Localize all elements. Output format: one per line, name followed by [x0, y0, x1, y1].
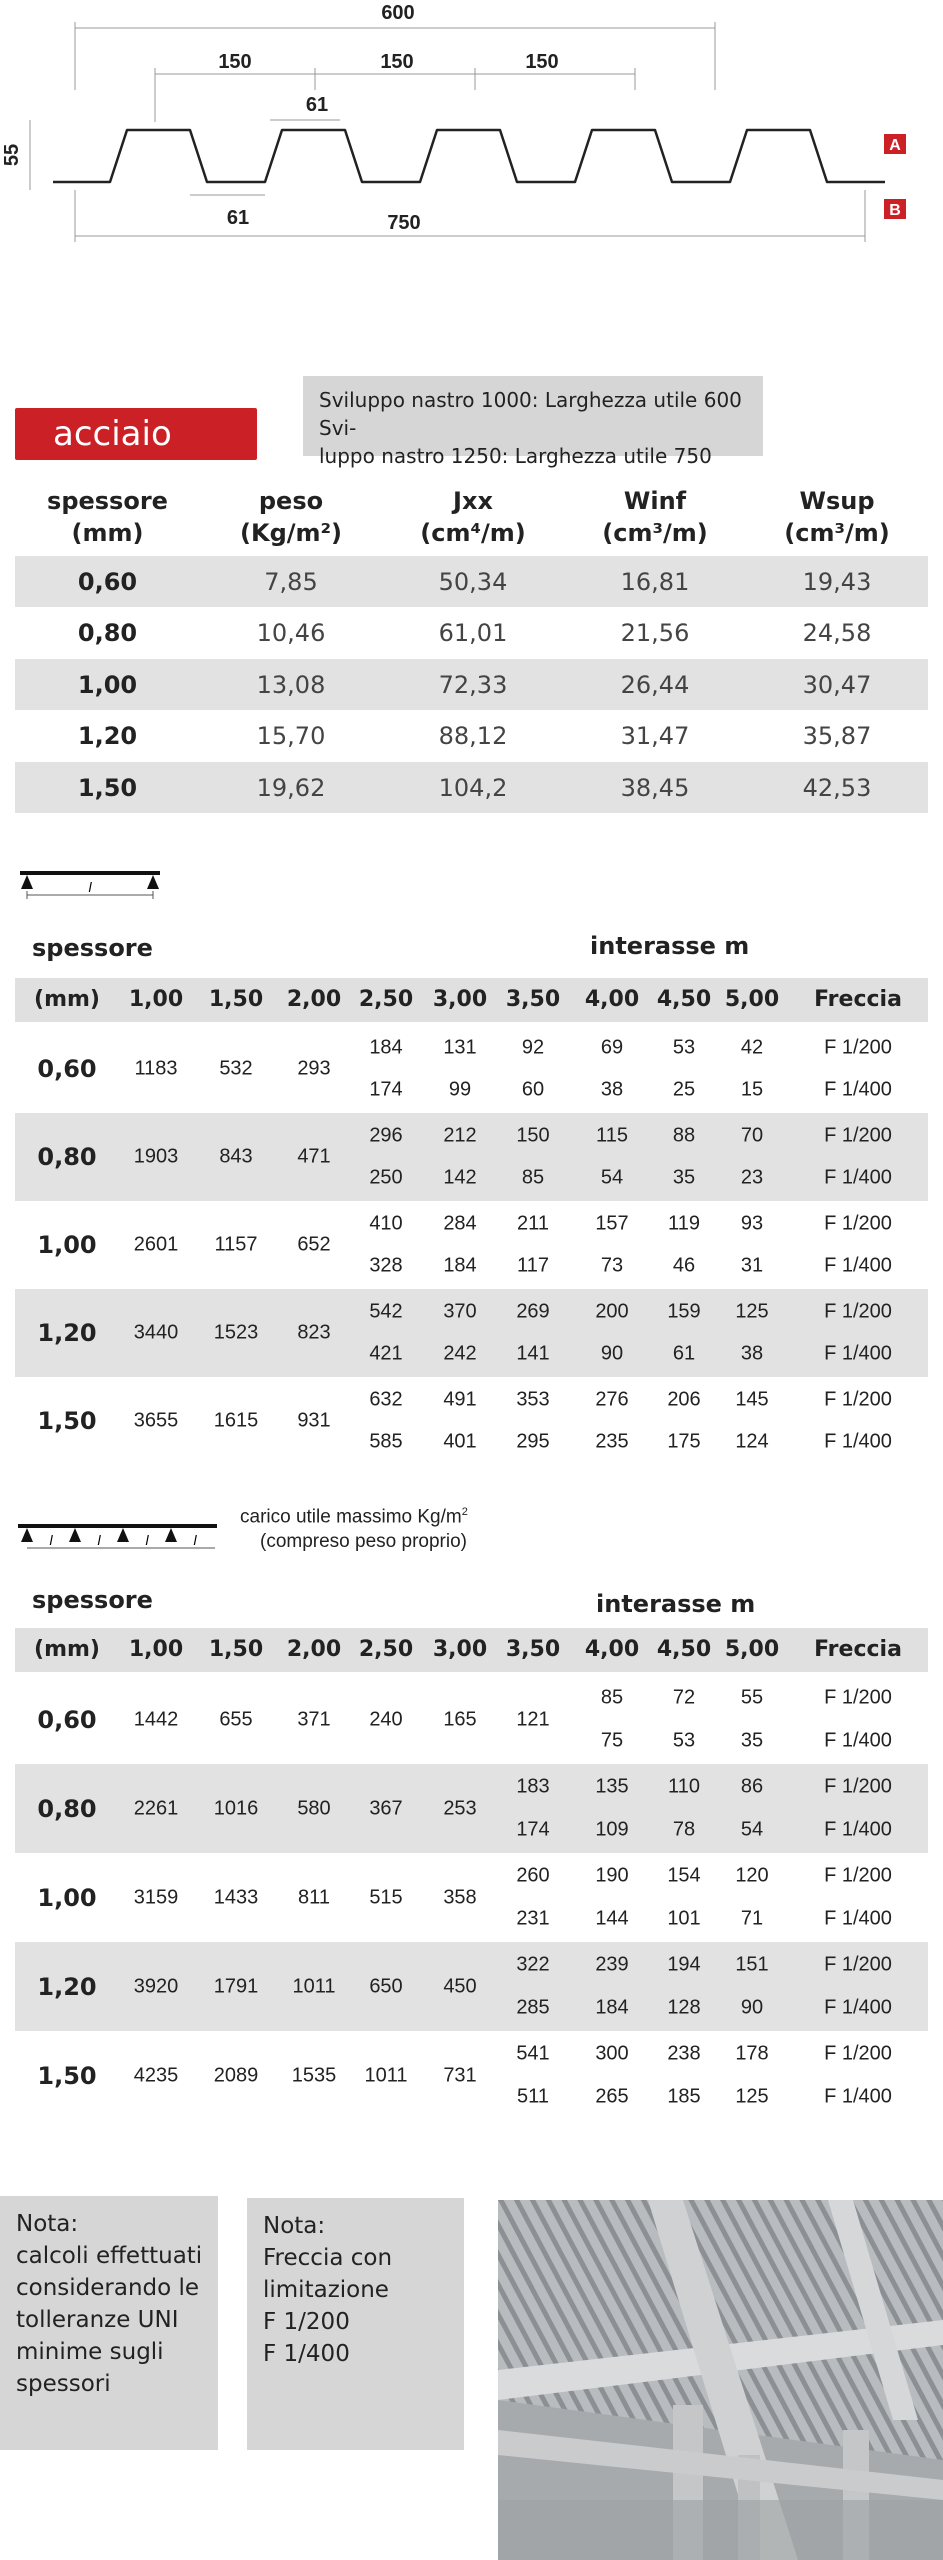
table-cell: 293 — [297, 1057, 331, 1080]
table-cell: 300 — [595, 2042, 629, 2065]
properties-cell-wsup: 35,87 — [802, 722, 872, 750]
table-cell: 184 — [369, 1036, 403, 1059]
properties-row — [15, 762, 928, 813]
header-cell: 4,50 — [656, 1637, 712, 1662]
table-cell: 2089 — [213, 2064, 259, 2086]
properties-cell-winf: 26,44 — [620, 670, 690, 699]
header-cell: 1,50 — [208, 1637, 264, 1662]
sviluppo-line-2: luppo nastro 1250: Larghezza utile 750 — [319, 444, 712, 468]
table-cell: 154 — [667, 1864, 701, 1887]
marker-b: B — [889, 202, 901, 219]
table-cell: 284 — [443, 1212, 477, 1235]
table-cell: 125 — [735, 1300, 769, 1323]
col-wsup: Wsup (cm³/m) — [784, 487, 890, 547]
table-cell: 144 — [595, 1907, 629, 1930]
header-cell: 4,00 — [584, 1637, 640, 1662]
properties-cell-wsup: 19,43 — [802, 567, 872, 596]
row-thickness: 1,50 — [37, 2061, 97, 2090]
table-cell: 54 — [740, 1818, 764, 1841]
table-cell: F 1/400 — [824, 1078, 892, 1101]
properties-cell-jxx: 61,01 — [438, 619, 508, 647]
header-cell: 5,00 — [724, 1637, 780, 1662]
table-cell: F 1/200 — [824, 1388, 892, 1411]
table-cell: 174 — [516, 1818, 550, 1841]
table-cell: 159 — [667, 1300, 701, 1323]
dim-total: 600 — [381, 2, 415, 24]
table-cell: 2601 — [133, 1233, 179, 1256]
table-cell: 532 — [219, 1057, 253, 1080]
header-cell: 3,00 — [432, 1637, 488, 1662]
table-cell: F 1/400 — [824, 1254, 892, 1277]
row-thickness: 1,20 — [37, 1972, 97, 2001]
table-cell: 35 — [672, 1166, 696, 1189]
beam-span-label-3: l — [145, 1532, 149, 1548]
beam-span-label: l — [88, 879, 92, 895]
row-thickness: 0,80 — [37, 1794, 97, 1823]
table-cell: 1615 — [213, 1409, 259, 1432]
header-cell: 4,50 — [656, 987, 712, 1012]
properties-cell-spessore: 0,60 — [77, 567, 138, 596]
table-cell: 165 — [443, 1708, 477, 1730]
properties-cell-jxx: 88,12 — [438, 722, 508, 750]
table-cell: 542 — [369, 1300, 403, 1323]
table1-header-row — [15, 978, 928, 1022]
table-cell: 450 — [443, 1975, 477, 1997]
properties-cell-wsup: 30,47 — [802, 670, 872, 699]
table-cell: F 1/400 — [824, 1996, 892, 2019]
table-cell: 115 — [596, 1124, 628, 1147]
table-cell: 1791 — [213, 1975, 259, 1997]
table-cell: 157 — [595, 1212, 629, 1235]
properties-row — [15, 556, 928, 607]
table-cell: F 1/400 — [824, 1729, 892, 1752]
header-cell: 2,50 — [358, 1637, 414, 1662]
header-cell: 2,00 — [286, 987, 342, 1012]
table-cell: 174 — [369, 1078, 403, 1101]
col-jxx: Jxx (cm⁴/m) — [420, 487, 526, 547]
table-cell: 70 — [740, 1124, 764, 1147]
header-cell: 1,50 — [208, 987, 264, 1012]
properties-cell-jxx: 72,33 — [438, 670, 508, 699]
note-freccia: Nota: Freccia con limitazione F 1/200 F 1/400 — [247, 2198, 464, 2450]
table-cell: 410 — [369, 1212, 403, 1235]
table-cell: 652 — [297, 1233, 331, 1256]
table-cell: 250 — [369, 1166, 403, 1189]
table-cell: 85 — [521, 1166, 545, 1189]
multi-span-beam-icon — [15, 1518, 220, 1558]
table-cell: 31 — [740, 1254, 764, 1277]
properties-cell-spessore: 1,00 — [77, 670, 138, 699]
carico-caption: carico utile massimo $Kg/m^2$ (compreso peso proprio) — [240, 1506, 468, 1553]
properties-cell-peso: 13,08 — [256, 670, 326, 699]
table-cell: 240 — [369, 1708, 403, 1730]
table-cell: 931 — [297, 1409, 331, 1432]
header-cell: 1,00 — [128, 987, 184, 1012]
table-cell: 585 — [369, 1430, 403, 1453]
table-cell: 515 — [369, 1886, 403, 1908]
table-cell: 3920 — [133, 1975, 179, 1997]
table-cell: 731 — [443, 2064, 477, 2086]
row-thickness: 1,20 — [37, 1319, 97, 1347]
table-cell: F 1/200 — [824, 1300, 892, 1323]
table-cell: 4235 — [133, 2064, 179, 2086]
table-cell: 3655 — [133, 1409, 179, 1432]
table-cell: 60 — [521, 1078, 545, 1101]
dim-pitch-1: 150 — [218, 51, 252, 73]
table-cell: 242 — [443, 1342, 477, 1365]
table-cell: F 1/200 — [824, 1212, 892, 1235]
table-cell: 145 — [735, 1388, 769, 1411]
table-cell: 471 — [297, 1145, 331, 1168]
table-row-group — [15, 1289, 928, 1377]
table2-interasse-label: interasse m — [596, 1590, 756, 1618]
table-cell: 92 — [521, 1036, 545, 1059]
table-cell: 109 — [595, 1818, 629, 1841]
header-cell: 3,50 — [505, 987, 561, 1012]
table-cell: 269 — [516, 1300, 550, 1323]
table-cell: 212 — [443, 1124, 477, 1147]
row-thickness: 1,00 — [37, 1231, 97, 1259]
table-cell: 2261 — [133, 1797, 179, 1819]
sviluppo-line-1: Sviluppo nastro 1000: Larghezza utile 600 Svi- — [319, 388, 742, 440]
table-cell: 135 — [595, 1775, 629, 1798]
row-thickness: 0,80 — [37, 1143, 97, 1171]
col-peso: peso (Kg/m²) — [240, 487, 342, 547]
table-cell: 843 — [219, 1145, 253, 1168]
table-cell: 86 — [740, 1775, 764, 1798]
table-cell: F 1/200 — [824, 2042, 892, 2065]
table-row-group — [15, 1853, 928, 1942]
header-cell: 4,00 — [584, 987, 640, 1012]
table-cell: F 1/200 — [824, 1036, 892, 1059]
table-cell: F 1/200 — [824, 1124, 892, 1147]
header-cell: (mm) — [34, 987, 100, 1012]
properties-row — [15, 608, 928, 659]
table-cell: 185 — [667, 2085, 701, 2108]
table-cell: 175 — [667, 1430, 701, 1453]
table-cell: 90 — [740, 1996, 764, 2019]
table-cell: 38 — [740, 1342, 764, 1365]
table-cell: 101 — [667, 1907, 701, 1930]
table-cell: 110 — [668, 1775, 700, 1798]
properties-cell-wsup: 42,53 — [802, 773, 872, 802]
col-winf: Winf (cm³/m) — [602, 487, 708, 547]
table-cell: 328 — [369, 1254, 403, 1277]
table-cell: F 1/400 — [824, 1166, 892, 1189]
table-cell: 238 — [667, 2042, 701, 2065]
table-cell: 38 — [600, 1078, 624, 1101]
table-cell: 541 — [516, 2042, 550, 2065]
properties-cell-jxx: 50,34 — [438, 567, 508, 596]
table-cell: 211 — [517, 1212, 549, 1235]
table-cell: F 1/400 — [824, 1818, 892, 1841]
table-cell: 371 — [297, 1708, 331, 1730]
header-cell: 2,50 — [358, 987, 414, 1012]
properties-cell-spessore: 1,50 — [77, 773, 138, 802]
table-cell: F 1/400 — [824, 1430, 892, 1453]
table-row-group — [15, 1113, 928, 1201]
table2-header-row — [15, 1628, 928, 1672]
table-cell: 285 — [516, 1996, 550, 2019]
table-cell: 353 — [516, 1388, 550, 1411]
properties-cell-peso: 7,85 — [264, 567, 318, 596]
table-cell: 61 — [672, 1342, 696, 1365]
table-cell: 1523 — [213, 1321, 259, 1344]
header-cell: Freccia — [814, 1637, 902, 1662]
table2-spessore-label: spessore — [32, 1586, 153, 1614]
dim-pitch-3: 150 — [525, 51, 559, 73]
table-cell: F 1/400 — [824, 1907, 892, 1930]
table-cell: F 1/400 — [824, 1342, 892, 1365]
table-cell: 119 — [668, 1212, 700, 1235]
note-tolleranze: Nota: calcoli effettuati considerando le tolleranze UNI minime sugli spessori — [0, 2196, 218, 2450]
building-photo — [498, 2200, 943, 2560]
dim-height: 55 — [1, 143, 23, 167]
table-cell: 23 — [740, 1166, 764, 1189]
material-label: acciaio — [15, 408, 257, 460]
table-cell: 296 — [369, 1124, 403, 1147]
beam-span-label-1: l — [49, 1532, 53, 1548]
table-cell: 42 — [740, 1036, 764, 1059]
table-cell: 183 — [516, 1775, 550, 1798]
header-cell: 1,00 — [128, 1637, 184, 1662]
table1-spessore-label: spessore — [32, 934, 153, 962]
row-thickness: 0,60 — [37, 1705, 97, 1734]
beam-span-label-4: l — [193, 1532, 197, 1548]
table-cell: 231 — [516, 1907, 550, 1930]
properties-row — [15, 659, 928, 710]
table-cell: 421 — [369, 1342, 403, 1365]
properties-cell-winf: 38,45 — [620, 773, 690, 802]
beam-span-label-2: l — [97, 1532, 101, 1548]
table1-interasse-label: interasse m — [590, 932, 750, 960]
table-cell: 117 — [517, 1254, 549, 1277]
table-row-group — [15, 1201, 928, 1289]
properties-cell-jxx: 104,2 — [438, 773, 508, 802]
table-cell: 46 — [672, 1254, 696, 1277]
table-cell: 15 — [740, 1078, 764, 1101]
table-cell: 235 — [595, 1430, 629, 1453]
table-cell: 265 — [595, 2085, 629, 2108]
properties-cell-peso: 19,62 — [256, 773, 326, 802]
row-thickness: 1,00 — [37, 1883, 97, 1912]
table-cell: 150 — [516, 1124, 550, 1147]
table-cell: 125 — [735, 2085, 769, 2108]
table-cell: F 1/400 — [824, 2085, 892, 2108]
properties-cell-wsup: 24,58 — [802, 619, 872, 647]
table-cell: 25 — [672, 1078, 696, 1101]
row-thickness: 1,50 — [37, 1407, 97, 1435]
table-cell: 72 — [672, 1686, 696, 1709]
table-cell: 120 — [735, 1864, 769, 1887]
table-row-group — [15, 2031, 928, 2120]
properties-header — [15, 484, 928, 550]
single-span-beam-icon — [15, 865, 165, 905]
properties-cell-winf: 21,56 — [620, 619, 690, 647]
table-cell: 124 — [735, 1430, 769, 1453]
table-cell: 401 — [443, 1430, 477, 1453]
table-cell: 73 — [600, 1254, 624, 1277]
table-cell: 53 — [672, 1729, 696, 1752]
table-cell: 121 — [516, 1708, 550, 1730]
table-cell: 131 — [443, 1036, 477, 1059]
sviluppo-note — [303, 376, 763, 468]
properties-cell-winf: 31,47 — [620, 722, 690, 750]
table-cell: 54 — [600, 1166, 624, 1189]
table-cell: 142 — [443, 1166, 477, 1189]
table-cell: 206 — [667, 1388, 701, 1411]
header-cell: 5,00 — [724, 987, 780, 1012]
table-row-group — [15, 1942, 928, 2031]
table-cell: 650 — [369, 1975, 403, 1997]
properties-cell-peso: 15,70 — [256, 722, 326, 750]
table-cell: 88 — [672, 1124, 696, 1147]
table-cell: 128 — [667, 1996, 701, 2019]
table-cell: 78 — [672, 1818, 696, 1841]
dim-bottom-width: 61 — [226, 207, 250, 229]
table-cell: 1016 — [213, 1797, 259, 1819]
table-cell: 580 — [297, 1797, 331, 1819]
header-cell: Freccia — [814, 987, 902, 1012]
header-cell: 3,50 — [505, 1637, 561, 1662]
table-cell: 811 — [298, 1886, 330, 1908]
table-cell: 1011 — [292, 1975, 336, 1997]
table-cell: 367 — [369, 1797, 403, 1819]
table-cell: 99 — [448, 1078, 472, 1101]
table-cell: 1157 — [214, 1233, 258, 1256]
properties-cell-peso: 10,46 — [256, 619, 326, 647]
table-cell: 151 — [735, 1953, 769, 1976]
table-cell: 184 — [595, 1996, 629, 2019]
table-cell: 632 — [369, 1388, 403, 1411]
table-row-group — [15, 1377, 928, 1465]
properties-cell-spessore: 0,80 — [77, 619, 138, 647]
table-cell: 75 — [600, 1729, 624, 1752]
table-cell: 200 — [595, 1300, 629, 1323]
table-row-group — [15, 1764, 928, 1853]
properties-cell-spessore: 1,20 — [77, 722, 138, 750]
marker-a: A — [889, 137, 901, 154]
table-cell: F 1/200 — [824, 1686, 892, 1709]
table-cell: F 1/200 — [824, 1864, 892, 1887]
table-cell: 141 — [516, 1342, 550, 1365]
dim-pitch-2: 150 — [380, 51, 414, 73]
table-cell: F 1/200 — [824, 1953, 892, 1976]
row-thickness: 0,60 — [37, 1055, 97, 1083]
table-cell: 93 — [740, 1212, 764, 1235]
table-cell: 358 — [443, 1886, 477, 1908]
col-spessore: spessore (mm) — [47, 487, 168, 547]
table-cell: 1442 — [133, 1708, 179, 1730]
table-cell: 69 — [600, 1036, 624, 1059]
table-cell: 276 — [595, 1388, 629, 1411]
table-cell: 322 — [516, 1953, 550, 1976]
profile-drawing — [0, 0, 943, 280]
table-row-group — [15, 1675, 928, 1764]
table-cell: 655 — [219, 1708, 253, 1730]
table-cell: 253 — [443, 1797, 477, 1819]
table-cell: 823 — [297, 1321, 331, 1344]
table-row-group — [15, 1025, 928, 1113]
header-cell: 2,00 — [286, 1637, 342, 1662]
table-cell: F 1/200 — [824, 1775, 892, 1798]
properties-cell-winf: 16,81 — [620, 567, 690, 596]
table-cell: 370 — [443, 1300, 477, 1323]
table-cell: 1535 — [291, 2064, 337, 2086]
table-cell: 55 — [740, 1686, 764, 1709]
table-cell: 53 — [672, 1036, 696, 1059]
table-cell: 239 — [595, 1953, 629, 1976]
table-cell: 178 — [735, 2042, 769, 2065]
table-cell: 3440 — [133, 1321, 179, 1344]
dim-width: 750 — [387, 212, 421, 234]
table-cell: 90 — [600, 1342, 624, 1365]
table-cell: 3159 — [133, 1886, 179, 1908]
table-cell: 491 — [443, 1388, 477, 1411]
table-cell: 1183 — [134, 1057, 178, 1080]
header-cell: 3,00 — [432, 987, 488, 1012]
table-cell: 184 — [443, 1254, 477, 1277]
table-cell: 85 — [600, 1686, 624, 1709]
table-cell: 194 — [667, 1953, 701, 1976]
table-cell: 35 — [740, 1729, 764, 1752]
table-cell: 190 — [595, 1864, 629, 1887]
table-cell: 1903 — [133, 1145, 179, 1168]
dim-top-width: 61 — [305, 94, 329, 116]
table-cell: 1433 — [213, 1886, 259, 1908]
properties-row — [15, 711, 928, 762]
table-cell: 511 — [517, 2085, 549, 2108]
table-cell: 71 — [740, 1907, 764, 1930]
table-cell: 260 — [516, 1864, 550, 1887]
table-cell: 295 — [516, 1430, 550, 1453]
table-cell: 1011 — [364, 2064, 408, 2086]
header-cell: (mm) — [34, 1637, 100, 1662]
